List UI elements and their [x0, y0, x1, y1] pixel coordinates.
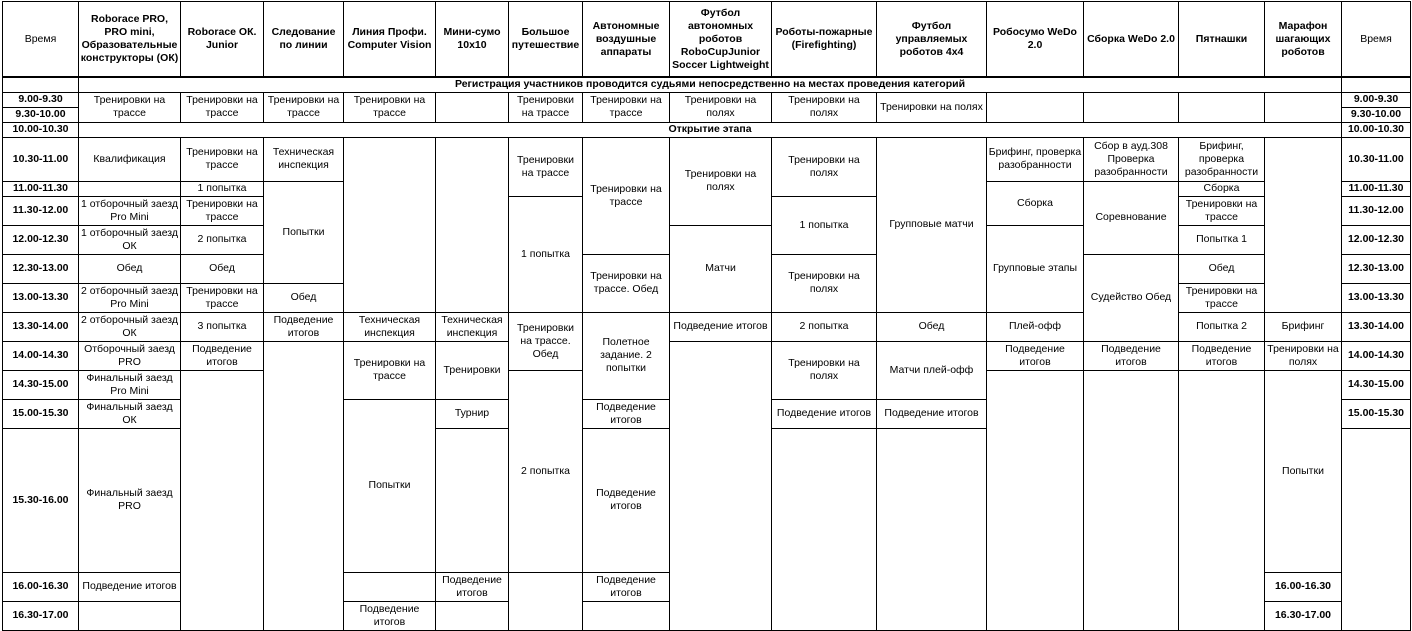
cell-c13-attempt: Попытка 2 [1179, 312, 1265, 341]
time-cell: 11.00-11.30 [1342, 181, 1411, 196]
cell-c10-lunch: Обед [877, 312, 987, 341]
time-cell: 16.30-17.00 [1265, 601, 1342, 630]
time-cell: 14.30-15.00 [3, 370, 79, 399]
cell-c8-results: Подведение итогов [670, 312, 772, 341]
cell-c7-training: Тренировки на трассе [583, 137, 670, 254]
header-big-journey: Большое путешествие [509, 2, 583, 78]
time-cell: 13.00-13.30 [3, 283, 79, 312]
cell-c13-empty [1179, 92, 1265, 122]
cell-c1-qual1-promini: 1 отборочный заезд Pro Mini [79, 196, 181, 225]
cell-c11-assembly: Сборка [987, 181, 1084, 225]
header-roborace-pro: Roborace PRO, PRO mini, Образовательные конструкторы (ОК) [79, 2, 181, 78]
cell-c5-empty [436, 601, 509, 630]
cell-c1-results: Подведение итогов [79, 572, 181, 601]
table-row [3, 92, 1411, 107]
header-fifteen: Пятнашки [1179, 2, 1265, 78]
header-row [3, 2, 1411, 78]
cell-c13-attempt: Попытка 1 [1179, 225, 1265, 254]
cell-c13-training: Тренировки на трассе [1179, 196, 1265, 225]
cell-c2-training: Тренировки на трассе [181, 196, 264, 225]
cell-c5-results: Подведение итогов [436, 572, 509, 601]
cell-c9-attempt: 2 попытка [772, 312, 877, 341]
cell-c14-empty [583, 601, 670, 630]
time-cell: 9.00-9.30 [3, 92, 79, 107]
time-cell: 12.00-12.30 [1342, 225, 1411, 254]
cell-c1-training: Тренировки на трассе [79, 92, 181, 122]
header-firefighting: Роботы-пожарные (Firefighting) [772, 2, 877, 78]
cell-c1-final-promini: Финальный заезд Pro Mini [79, 370, 181, 399]
cell-c3-attempts: Попытки [264, 181, 344, 283]
cell-c1-empty [79, 601, 181, 630]
cell-c9-results: Подведение итогов [772, 399, 877, 428]
cell-c12-empty [1084, 370, 1179, 630]
cell-c11-briefing: Брифинг, проверка разобранности [987, 137, 1084, 181]
time-cell: 15.00-15.30 [3, 399, 79, 428]
cell-c14-training: Тренировки на полях [1265, 341, 1342, 370]
cell-c1-qualification: Квалификация [79, 137, 181, 181]
cell-c2-training: Тренировки на трассе [181, 137, 264, 181]
registration-banner: Регистрация участников проводится судьями непосредственно на местах проведения категорий [79, 77, 1342, 92]
cell-c9-empty [877, 428, 987, 630]
cell-c7-empty [772, 428, 877, 630]
header-mini-sumo: Мини-сумо 10х10 [436, 2, 509, 78]
cell-c11-empty [987, 92, 1084, 122]
cell-c14-empty [1265, 92, 1342, 122]
time-cell: 10.30-11.00 [3, 137, 79, 181]
cell-c1-qual1-ok: 1 отборочный заезд ОК [79, 225, 181, 254]
cell-c3-results: Подведение итогов [264, 312, 344, 341]
cell-c10-results: Подведение итогов [877, 399, 987, 428]
table-row [3, 122, 1411, 137]
time-cell: 12.30-13.00 [1342, 254, 1411, 283]
cell-c13-lunch: Обед [1179, 254, 1265, 283]
cell-c9-training: Тренировки на полях [772, 92, 877, 122]
time-cell: 11.30-12.00 [3, 196, 79, 225]
time-cell: 10.00-10.30 [1342, 122, 1411, 137]
schedule-table [2, 1, 1411, 631]
cell-c2-attempt: 3 попытка [181, 312, 264, 341]
time-cell: 12.00-12.30 [3, 225, 79, 254]
cell-c3-inspection: Техническая инспекция [264, 137, 344, 181]
cell-c12-empty [1084, 92, 1179, 122]
cell-c11-results: Подведение итогов [987, 341, 1084, 370]
time-cell: 13.00-13.30 [1342, 283, 1411, 312]
cell-c13-briefing: Брифинг, проверка разобранности [1179, 137, 1265, 181]
cell-c11-empty [987, 370, 1084, 630]
time-cell: 16.30-17.00 [3, 601, 79, 630]
cell-c1-qual2-promini: 2 отборочный заезд Pro Mini [79, 283, 181, 312]
cell-c8-empty [670, 341, 772, 630]
cell-c13-empty [1179, 370, 1265, 630]
cell-c12-results: Подведение итогов [1084, 341, 1179, 370]
cell-c5-tournament: Турнир [436, 399, 509, 428]
time-cell: 10.00-10.30 [3, 122, 79, 137]
cell-c1-lunch: Обед [79, 254, 181, 283]
cell-c2-lunch: Обед [181, 254, 264, 283]
cell-c7-results: Подведение итогов [583, 399, 670, 428]
cell-c1-empty [79, 181, 181, 196]
header-drones: Автономные воздушные аппараты [583, 2, 670, 78]
cell-c4-results: Подведение итогов [344, 601, 436, 630]
header-line-following: Следование по линии [264, 2, 344, 78]
cell-c6-attempt: 1 попытка [509, 196, 583, 312]
cell-c14-results: Подведение итогов [583, 572, 670, 601]
cell-c5-empty [436, 137, 509, 312]
cell-c10-playoff: Матчи плей-офф [877, 341, 987, 399]
cell-c13-assembly: Сборка [1179, 181, 1265, 196]
cell-c13-results: Подведение итогов [1179, 341, 1265, 370]
time-cell: 15.30-16.00 [3, 428, 79, 572]
cell-c14-briefing: Брифинг [1265, 312, 1342, 341]
cell-c10-training: Тренировки на полях [877, 92, 987, 122]
table-row [3, 225, 1411, 254]
cell-c9-training: Тренировки на полях [772, 137, 877, 196]
time-cell: 14.00-14.30 [1342, 341, 1411, 370]
cell-c6-training-lunch: Тренировки на трассе. Обед [509, 312, 583, 370]
cell-c8-matches: Матчи [670, 225, 772, 312]
cell-c1-qual2-ok: 2 отборочный заезд ОК [79, 312, 181, 341]
cell-c2-results: Подведение итогов [181, 341, 264, 370]
cell-c2-attempt: 2 попытка [181, 225, 264, 254]
cell-c2-attempt: 1 попытка [181, 181, 264, 196]
time-cell: 16.00-16.30 [1265, 572, 1342, 601]
cell-c5-empty [436, 428, 509, 572]
cell-c10-group-matches: Групповые матчи [877, 137, 987, 312]
cell-c14-attempts: Попытки [1265, 370, 1342, 572]
cell-c4-empty [344, 137, 436, 312]
cell-c3-empty [264, 341, 344, 630]
cell-c6-attempt: 2 попытка [509, 370, 583, 572]
header-roborace-junior: Roborace ОК. Junior [181, 2, 264, 78]
time-cell: 14.30-15.00 [1342, 370, 1411, 399]
cell-c3-training: Тренировки на трассе [264, 92, 344, 122]
cell-c14-empty [1265, 137, 1342, 312]
cell-c2-empty [181, 370, 264, 630]
header-robocup-soccer: Футбол автономных роботов RoboCupJunior Soccer Lightweight [670, 2, 772, 78]
cell-c4-inspection: Техническая инспекция [344, 312, 436, 341]
cell-c4-training: Тренировки на трассе [344, 92, 436, 122]
cell-c11-playoff: Плей-офф [987, 312, 1084, 341]
table-row [3, 137, 1411, 181]
header-line-pro-cv: Линия Профи. Computer Vision [344, 2, 436, 78]
time-cell: 10.30-11.00 [1342, 137, 1411, 181]
cell-c5-inspection: Техническая инспекция [436, 312, 509, 341]
time-cell: 9.30-10.00 [1342, 107, 1411, 122]
time-cell: 15.00-15.30 [1342, 399, 1411, 428]
time-cell: 14.00-14.30 [3, 341, 79, 370]
cell-c8-training: Тренировки на полях [670, 92, 772, 122]
cell-c7-track-lunch: Тренировки на трассе. Обед [583, 254, 670, 312]
cell-c9-training: Тренировки на полях [772, 341, 877, 399]
cell-c6-training: Тренировки на трассе [509, 92, 583, 122]
time-cell: 13.30-14.00 [3, 312, 79, 341]
header-assembly-wedo: Сборка WeDo 2.0 [1084, 2, 1179, 78]
cell-c5-trainings: Тренировки [436, 341, 509, 399]
cell-c13-training: Тренировки на трассе [1179, 283, 1265, 312]
cell-c1-qual-pro: Отборочный заезд PRO [79, 341, 181, 370]
cell-c7-flight: Полетное задание. 2 попытки [583, 312, 670, 399]
cell-c9-attempt: 1 попытка [772, 196, 877, 254]
cell-c12-gather: Сбор в ауд.308 Проверка разобранности [1084, 137, 1179, 181]
registration-row [3, 77, 1411, 92]
cell-c2-training: Тренировки на трассе [181, 92, 264, 122]
cell-c3-lunch: Обед [264, 283, 344, 312]
time-cell: 12.30-13.00 [3, 254, 79, 283]
cell-c4-training: Тренировки на трассе [344, 341, 436, 399]
cell-c4-attempts: Попытки [344, 399, 436, 572]
header-robosumo-wedo: Робосумо WeDo 2.0 [987, 2, 1084, 78]
table-row [3, 341, 1411, 370]
cell-c7-training: Тренировки на трассе [583, 92, 670, 122]
cell-c1-final-pro: Финальный заезд PRO [79, 428, 181, 572]
cell-c9-training: Тренировки на полях [772, 254, 877, 312]
cell-c11-group-stages: Групповые этапы [987, 225, 1084, 312]
table-row [3, 312, 1411, 341]
time-cell: 11.30-12.00 [1342, 196, 1411, 225]
time-cell: 16.00-16.30 [3, 572, 79, 601]
opening-banner: Открытие этапа [79, 122, 1342, 137]
time-cell: 11.00-11.30 [3, 181, 79, 196]
cell-c4-empty [344, 572, 436, 601]
cell-c6-training: Тренировки на трассе [509, 137, 583, 196]
header-time-right: Время [1342, 2, 1411, 78]
cell-c2-training: Тренировки на трассе [181, 283, 264, 312]
header-time-left: Время [3, 2, 79, 78]
cell-c5-empty [436, 92, 509, 122]
cell-c10-empty [1342, 428, 1411, 630]
cell-c12-competition: Соревнование [1084, 181, 1179, 254]
cell-c12-judging: Судейство Обед [1084, 254, 1179, 341]
time-cell: 13.30-14.00 [1342, 312, 1411, 341]
time-cell: 9.00-9.30 [1342, 92, 1411, 107]
cell-c6-empty [509, 572, 583, 630]
header-football-4x4: Футбол управляемых роботов 4х4 [877, 2, 987, 78]
time-cell: 9.30-10.00 [3, 107, 79, 122]
cell-c6-results: Подведение итогов [583, 428, 670, 572]
header-walking-marathon: Марафон шагающих роботов [1265, 2, 1342, 78]
cell-c8-training: Тренировки на полях [670, 137, 772, 225]
cell-c1-final-ok: Финальный заезд ОК [79, 399, 181, 428]
